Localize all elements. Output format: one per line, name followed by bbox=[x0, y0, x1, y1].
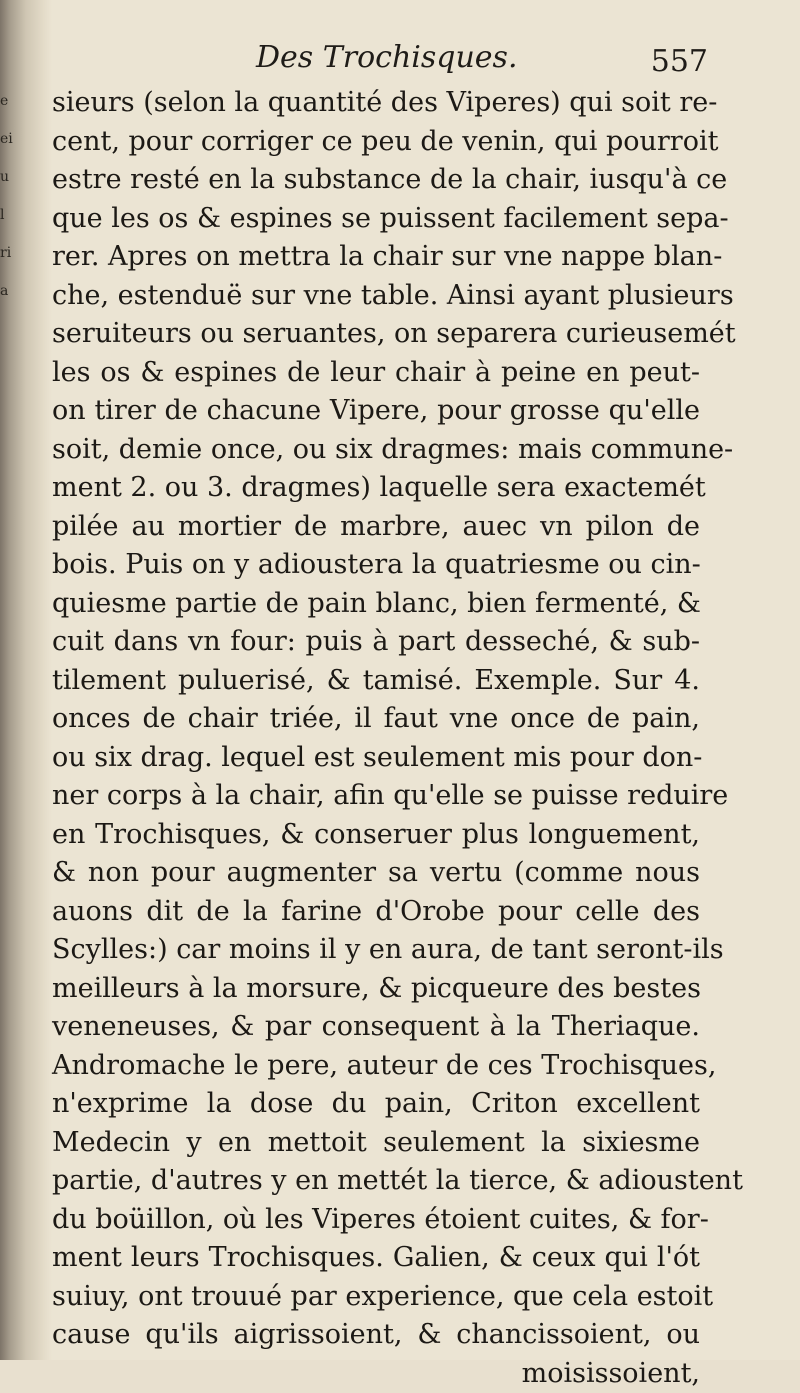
text-line: cuit dans vn four: puis à part desseché, & sub- bbox=[52, 623, 700, 662]
text-line: auons dit de la farine d'Orobe pour celle des bbox=[52, 893, 700, 932]
text-line: cent, pour corriger ce peu de venin, qui pourroit bbox=[52, 123, 700, 162]
margin-fragment: u bbox=[0, 158, 14, 196]
page-number: 557 bbox=[651, 44, 708, 79]
text-line: onces de chair triée, il faut vne once de pain, bbox=[52, 700, 700, 739]
margin-fragment: e bbox=[0, 82, 14, 120]
text-line: suiuy, ont trouué par experience, que cela estoit bbox=[52, 1278, 700, 1317]
text-line: moisissoient, bbox=[52, 1355, 700, 1393]
text-line: meilleurs à la morsure, & picqueure des bestes bbox=[52, 970, 700, 1009]
text-line: Andromache le pere, auteur de ces Trochisques, bbox=[52, 1047, 700, 1086]
text-line: ment leurs Trochisques. Galien, & ceux qui l'ót bbox=[52, 1239, 700, 1278]
text-line: che, estenduë sur vne table. Ainsi ayant plusieurs bbox=[52, 277, 700, 316]
text-line: en Trochisques, & conseruer plus longuement, bbox=[52, 816, 700, 855]
text-line: sieurs (selon la quantité des Viperes) qui soit re- bbox=[52, 84, 700, 123]
margin-fragment: a bbox=[0, 272, 14, 310]
text-line: rer. Apres on mettra la chair sur vne nappe blan- bbox=[52, 238, 700, 277]
text-line: veneneuses, & par consequent à la Theriaque. bbox=[52, 1008, 700, 1047]
text-line: du boüillon, où les Viperes étoient cuites, & for- bbox=[52, 1201, 700, 1240]
text-line: seruiteurs ou seruantes, on separera curieusemét bbox=[52, 315, 700, 354]
margin-fragment: ei bbox=[0, 120, 14, 158]
text-line: soit, demie once, ou six dragmes: mais commune- bbox=[52, 431, 700, 470]
text-line: pilée au mortier de marbre, auec vn pilon de bbox=[52, 508, 700, 547]
text-line: quiesme partie de pain blanc, bien fermenté, & bbox=[52, 585, 700, 624]
page-gutter bbox=[0, 0, 52, 1360]
text-line: partie, d'autres y en mettét la tierce, & adioustent bbox=[52, 1162, 700, 1201]
text-line: n'exprime la dose du pain, Criton excellent bbox=[52, 1085, 700, 1124]
running-title: Des Trochisques. bbox=[256, 40, 517, 75]
text-line: on tirer de chacune Vipere, pour grosse qu'elle bbox=[52, 392, 700, 431]
margin-fragment: ri bbox=[0, 234, 14, 272]
text-line: Medecin y en mettoit seulement la sixiesme bbox=[52, 1124, 700, 1163]
margin-fragment: l bbox=[0, 196, 14, 234]
body-text bbox=[52, 84, 700, 1393]
page-header bbox=[56, 40, 716, 90]
text-line: bois. Puis on y adioustera la quatriesme ou cin- bbox=[52, 546, 700, 585]
text-line: & non pour augmenter sa vertu (comme nous bbox=[52, 854, 700, 893]
text-line: cause qu'ils aigrissoient, & chancissoient, ou bbox=[52, 1316, 700, 1355]
text-line: ment 2. ou 3. dragmes) laquelle sera exactemét bbox=[52, 469, 700, 508]
text-line: tilement puluerisé, & tamisé. Exemple. Sur 4. bbox=[52, 662, 700, 701]
text-line: ner corps à la chair, afin qu'elle se puisse reduire bbox=[52, 777, 700, 816]
text-line: Scylles:) car moins il y en aura, de tant seront-ils bbox=[52, 931, 700, 970]
text-line: ou six drag. lequel est seulement mis pour don- bbox=[52, 739, 700, 778]
text-line: les os & espines de leur chair à peine en peut- bbox=[52, 354, 700, 393]
text-line: que les os & espines se puissent facilement sepa- bbox=[52, 200, 700, 239]
text-line: estre resté en la substance de la chair, iusqu'à ce bbox=[52, 161, 700, 200]
margin-fragments bbox=[0, 82, 14, 310]
